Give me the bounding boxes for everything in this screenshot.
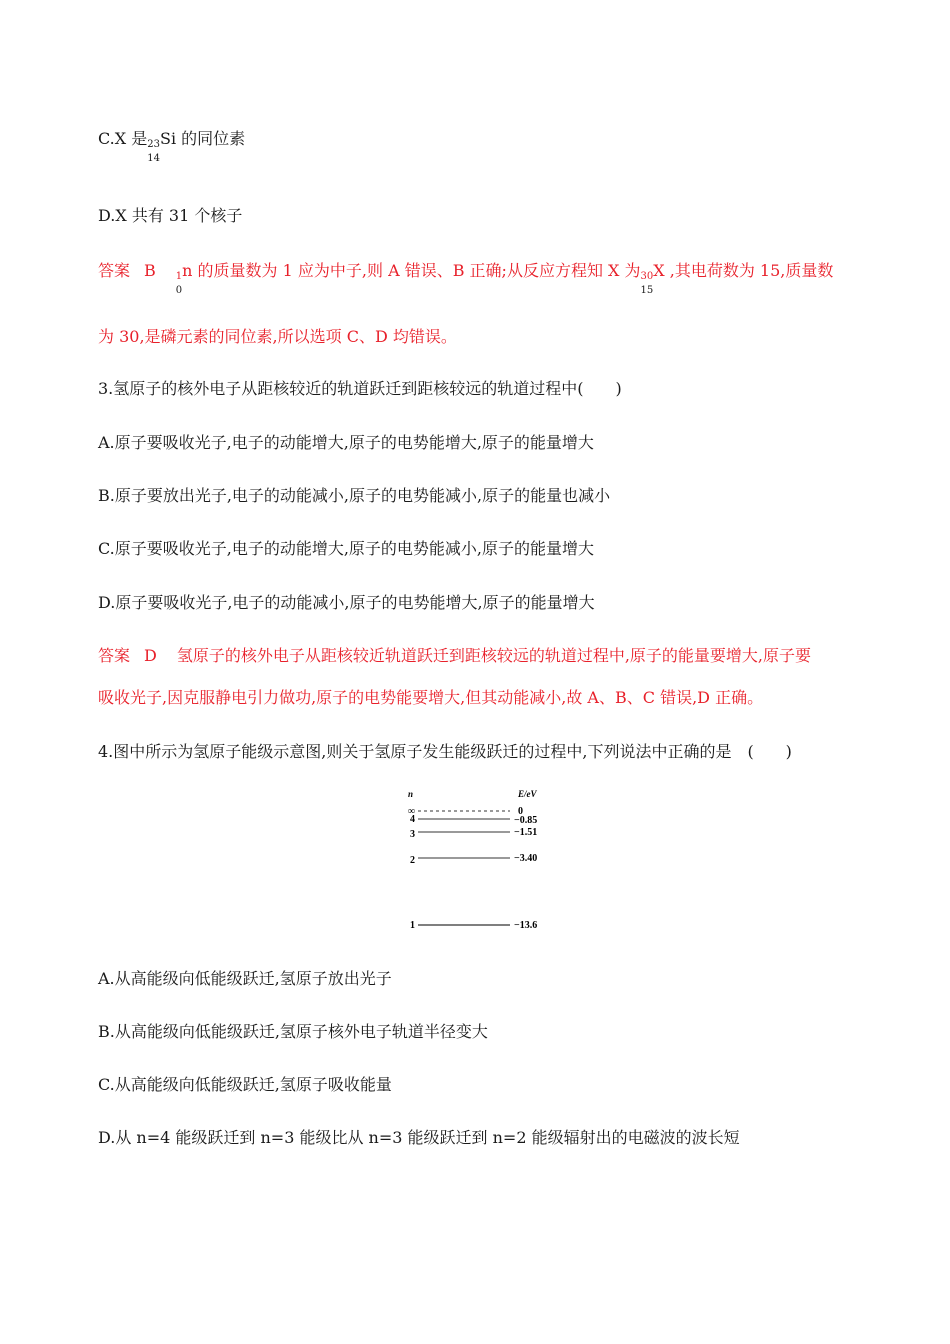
level-3-e: −1.51 bbox=[514, 827, 538, 838]
level-3-n: 3 bbox=[410, 829, 415, 840]
q2-option-d: D.X 共有 31 个核子 bbox=[98, 206, 243, 225]
q4-option-a: A.从高能级向低能级跃迁,氢原子放出光子 bbox=[98, 969, 392, 988]
q3-answer-text1: 氢原子的核外电子从距核较近轨道跃迁到距核较远的轨道过程中,原子的能量要增大,原子要 bbox=[176, 646, 812, 665]
energy-level-diagram bbox=[400, 785, 560, 935]
x-mass-number: 30 bbox=[640, 271, 654, 282]
q3-answer-line2: 吸收光子,因克服静电引力做功,原子的电势能要增大,但其动能减小,故 A、B、C 错误,D 正确。 bbox=[98, 688, 764, 707]
level-2-n: 2 bbox=[410, 855, 415, 866]
level-inf-n: ∞ bbox=[408, 806, 416, 817]
level-4-e: −0.85 bbox=[514, 815, 538, 826]
level-inf-e: 0 bbox=[518, 806, 523, 817]
x-atomic-number: 15 bbox=[640, 285, 654, 296]
q4-option-b: B.从高能级向低能级跃迁,氢原子核外电子轨道半径变大 bbox=[98, 1022, 488, 1041]
q3-answer-line1 bbox=[98, 646, 811, 666]
x-nuclide bbox=[640, 261, 654, 296]
si-nuclide bbox=[147, 129, 160, 164]
q4-stem: 4.图中所示为氢原子能级示意图,则关于氢原子发生能级跃迁的过程中,下列说法中正确的是 ( ) bbox=[98, 742, 792, 761]
level-1-n: 1 bbox=[410, 920, 415, 931]
answer-letter: B bbox=[144, 261, 156, 280]
neutron-nuclide bbox=[175, 261, 183, 296]
si-symbol: Si bbox=[159, 129, 177, 148]
q3-option-c: C.原子要吸收光子,电子的动能增大,原子的电势能减小,原子的能量增大 bbox=[98, 539, 595, 558]
q4-option-d: D.从 n=4 能级跃迁到 n=3 能级比从 n=3 能级跃迁到 n=2 能级辐射出的电磁波的波长短 bbox=[98, 1128, 740, 1147]
q4-option-c: C.从高能级向低能级跃迁,氢原子吸收能量 bbox=[98, 1075, 392, 1094]
level-1-e: −13.6 bbox=[514, 920, 538, 931]
q2-option-c bbox=[98, 129, 246, 164]
neutron-atomic-number: 0 bbox=[175, 285, 183, 296]
q3-stem: 3.氢原子的核外电子从距核较近的轨道跃迁到距核较远的轨道过程中( ) bbox=[98, 379, 622, 398]
si-atomic-number: 14 bbox=[147, 153, 160, 164]
q2-answer-line2: 为 30,是磷元素的同位素,所以选项 C、D 均错误。 bbox=[98, 327, 457, 346]
q3-option-b: B.原子要放出光子,电子的动能减小,原子的电势能减小,原子的能量也减小 bbox=[98, 486, 611, 505]
neutron-mass-number: 1 bbox=[175, 271, 183, 282]
answer-label: 答案 bbox=[98, 646, 131, 665]
level-4-n: 4 bbox=[410, 814, 415, 825]
q2-option-c-suffix: 的同位素 bbox=[176, 129, 246, 148]
answer-label: 答案 bbox=[98, 261, 131, 280]
energy-axis-label: E/eV bbox=[518, 789, 537, 799]
q2-option-c-prefix: C.X 是 bbox=[98, 129, 148, 148]
answer-letter: D bbox=[144, 646, 157, 665]
q2-answer-text2: X ,其电荷数为 15,质量数 bbox=[653, 261, 834, 280]
q3-option-a: A.原子要吸收光子,电子的动能增大,原子的电势能增大,原子的能量增大 bbox=[98, 433, 594, 452]
n-axis-label: n bbox=[408, 789, 414, 799]
q3-option-d: D.原子要吸收光子,电子的动能减小,原子的电势能增大,原子的能量增大 bbox=[98, 593, 595, 612]
q2-answer-text1: n 的质量数为 1 应为中子,则 A 错误、B 正确;从反应方程知 X 为 bbox=[182, 261, 641, 280]
level-2-e: −3.40 bbox=[514, 853, 538, 864]
si-mass-number: 23 bbox=[147, 139, 160, 150]
q2-answer-line1 bbox=[98, 261, 834, 296]
